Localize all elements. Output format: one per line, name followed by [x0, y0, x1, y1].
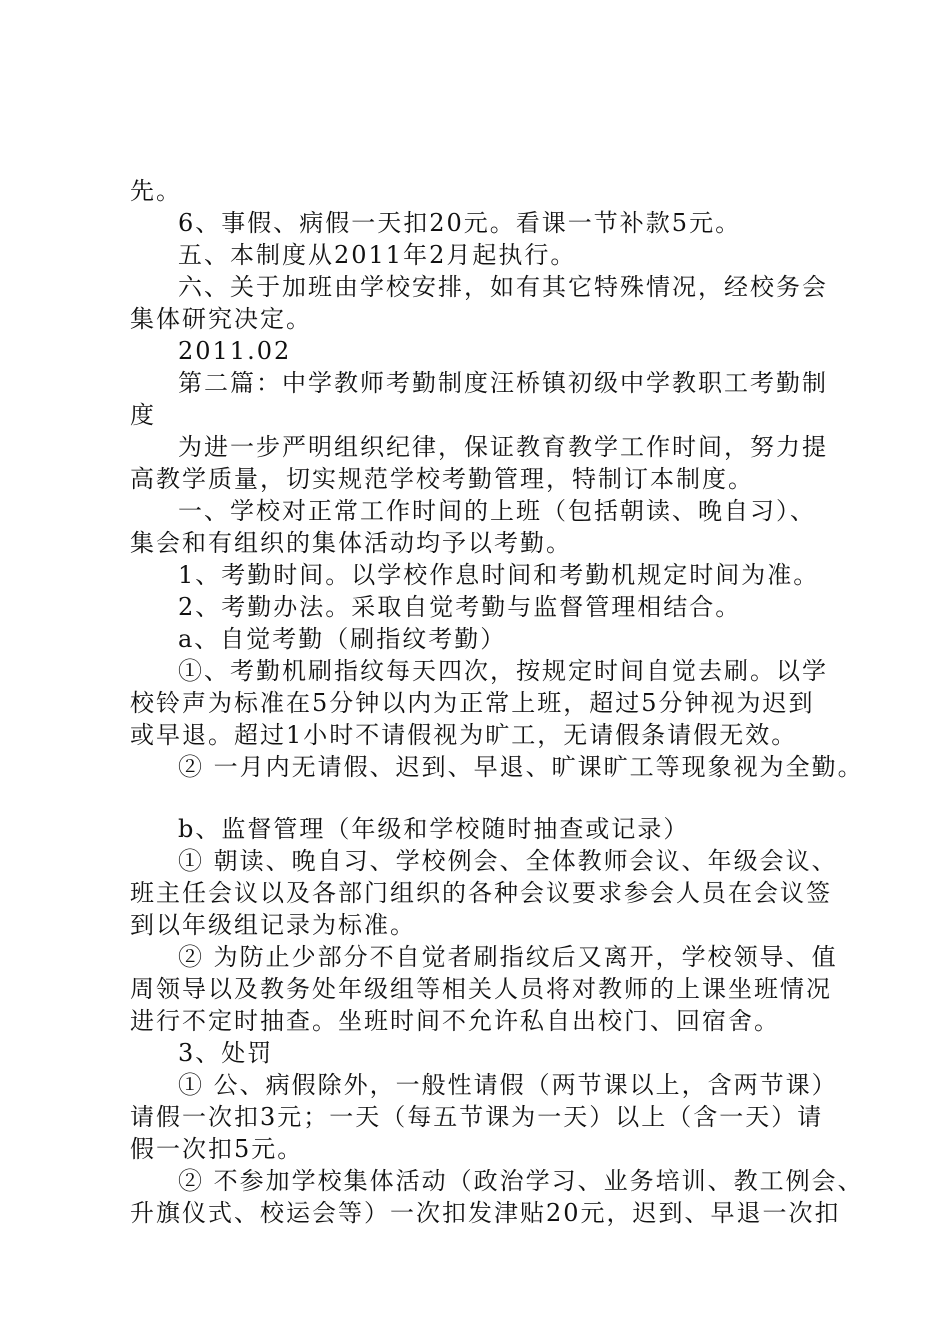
text-line: 集会和有组织的集体活动均予以考勤。 — [130, 529, 572, 557]
section-title-continued: 度 — [130, 401, 156, 429]
text-line: 升旗仪式、校运会等）一次扣发津贴20元，迟到、早退一次扣 — [130, 1199, 841, 1227]
text-line: 为进一步严明组织纪律，保证教育教学工作时间，努力提 — [178, 433, 828, 461]
text-line: 先。 — [130, 177, 182, 205]
text-line: 周领导以及教务处年级组等相关人员将对教师的上课坐班情况 — [130, 975, 832, 1003]
text-line: 班主任会议以及各部门组织的各种会议要求参会人员在会议签 — [130, 879, 832, 907]
text-line: a、自觉考勤（刷指纹考勤） — [178, 625, 507, 653]
text-line: 3、处罚 — [178, 1039, 274, 1067]
text-line: ② 不参加学校集体活动（政治学习、业务培训、教工例会、 — [178, 1167, 864, 1195]
text-line: 进行不定时抽查。坐班时间不允许私自出校门、回宿舍。 — [130, 1007, 780, 1035]
text-line: 2、考勤办法。采取自觉考勤与监督管理相结合。 — [178, 593, 742, 621]
date-line: 2011.02 — [178, 337, 292, 365]
text-line: 或早退。超过1小时不请假视为旷工，无请假条请假无效。 — [130, 721, 798, 749]
text-line: b、监督管理（年级和学校随时抽查或记录） — [178, 815, 690, 843]
text-line: 请假一次扣3元；一天（每五节课为一天）以上（含一天）请 — [130, 1103, 824, 1131]
text-line: ① 公、病假除外，一般性请假（两节课以上，含两节课） — [178, 1071, 838, 1099]
text-line: 一、学校对正常工作时间的上班（包括朝读、晚自习）、 — [178, 497, 816, 525]
text-line: 校铃声为标准在5分钟以内为正常上班，超过5分钟视为迟到 — [130, 689, 815, 717]
text-line: ① 朝读、晚自习、学校例会、全体教师会议、年级会议、 — [178, 847, 838, 875]
text-line: 到以年级组记录为标准。 — [130, 911, 416, 939]
text-line: 6、事假、病假一天扣20元。看课一节补款5元。 — [178, 209, 742, 237]
text-line: 五、本制度从2011年2月起执行。 — [178, 241, 577, 269]
text-line: 集体研究决定。 — [130, 305, 312, 333]
text-line: 假一次扣5元。 — [130, 1135, 304, 1163]
text-line: ② 为防止少部分不自觉者刷指纹后又离开，学校领导、值 — [178, 943, 838, 971]
text-line: 1、考勤时间。以学校作息时间和考勤机规定时间为准。 — [178, 561, 820, 589]
text-line: ② 一月内无请假、迟到、早退、旷课旷工等现象视为全勤。 — [178, 753, 864, 781]
text-line: 六、关于加班由学校安排，如有其它特殊情况，经校务会 — [178, 273, 828, 301]
section-title: 第二篇：中学教师考勤制度汪桥镇初级中学教职工考勤制 — [178, 369, 828, 397]
text-line: ①、考勤机刷指纹每天四次，按规定时间自觉去刷。以学 — [178, 657, 828, 685]
text-line: 高教学质量，切实规范学校考勤管理，特制订本制度。 — [130, 465, 754, 493]
